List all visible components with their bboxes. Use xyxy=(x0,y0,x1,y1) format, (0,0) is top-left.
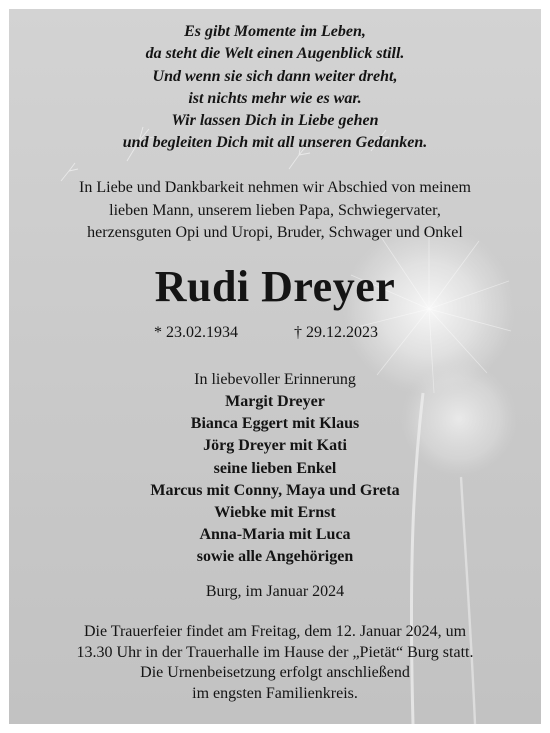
death-date: † 29.12.2023 xyxy=(294,324,378,341)
poem-line: Wir lassen Dich in Liebe gehen xyxy=(171,112,379,130)
poem-verse xyxy=(9,21,541,155)
place-and-date: Burg, im Januar 2024 xyxy=(205,583,345,600)
service-line: Die Trauerfeier findet am Freitag, dem 12. Januar 2024, um xyxy=(83,623,467,640)
funeral-service-info xyxy=(9,622,541,704)
poem-line: da steht die Welt einen Augenblick still. xyxy=(145,45,405,63)
memory-heading: In liebevoller Erinnerung xyxy=(194,371,356,388)
obituary-notice xyxy=(9,9,541,724)
mourner-item: Bianca Eggert mit Klaus xyxy=(190,415,360,433)
poem-line: Und wenn sie sich dann weiter dreht, xyxy=(152,67,398,85)
service-line: im engsten Familienkreis. xyxy=(192,684,358,702)
birth-date: * 23.02.1934 xyxy=(154,324,238,341)
deceased-name: Rudi Dreyer xyxy=(154,262,396,311)
mourner-item: Anna-Maria mit Luca xyxy=(199,526,351,544)
mourners-list xyxy=(9,391,541,569)
poem-line: ist nichts mehr wie es war. xyxy=(188,89,362,107)
mourner-item: seine lieben Enkel xyxy=(213,459,337,477)
intro-line: In Liebe und Dankbarkeit nehmen wir Abschied von meinem xyxy=(79,179,471,196)
service-line: 13.30 Uhr in der Trauerhalle im Hause der „Pietät“ Burg statt. xyxy=(76,643,474,661)
farewell-intro xyxy=(9,177,541,245)
service-line: Die Urnenbeisetzung erfolgt anschließend xyxy=(140,664,410,681)
intro-line: lieben Mann, unserem lieben Papa, Schwiegervater, xyxy=(109,201,441,219)
poem-line: und begleiten Dich mit all unseren Gedanken. xyxy=(122,134,428,152)
intro-line: herzensguten Opi und Uropi, Bruder, Schwager und Onkel xyxy=(87,224,463,241)
poem-line: Es gibt Momente im Leben, xyxy=(184,23,366,40)
mourner-item: Marcus mit Conny, Maya und Greta xyxy=(150,481,400,499)
mourner-item: sowie alle Angehörigen xyxy=(196,548,354,566)
mourner-item: Jörg Dreyer mit Kati xyxy=(203,437,347,455)
mourner-item: Margit Dreyer xyxy=(225,393,325,410)
mourner-item: Wiebke mit Ernst xyxy=(214,504,336,522)
